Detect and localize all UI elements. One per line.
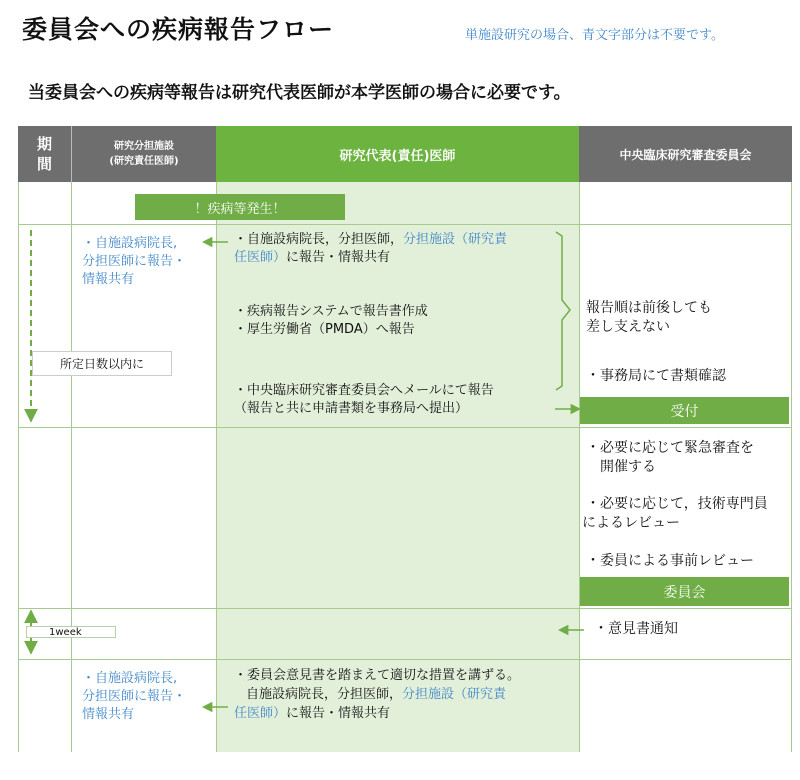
pi-final-line2 xyxy=(246,686,506,703)
crb-confirm: ・事務局にて書類確認 xyxy=(586,368,726,384)
site-final-line1: ・自施設病院長, xyxy=(82,671,178,686)
accept-bar: 受付 xyxy=(580,397,789,424)
header-site-line2: (研究責任医師) xyxy=(109,156,179,167)
pi-step1-line2 xyxy=(234,249,390,266)
site-step1-line3: 情報共有 xyxy=(82,272,135,287)
week-label-box: 1week xyxy=(26,626,116,638)
pi-final-line3 xyxy=(234,705,390,722)
pi-step1-text-b: 分担施設（研究責 xyxy=(403,232,508,247)
crb-order-line1: 報告順は前後しても xyxy=(586,300,712,316)
event-start-box: ！疾病等発生！ xyxy=(135,194,345,220)
period-label-box: 所定日数以内に xyxy=(32,351,172,376)
site-final-line3: 情報共有 xyxy=(82,707,135,722)
pi-step2-line1: ・疾病報告システムで報告書作成 xyxy=(234,304,428,319)
crb-opinion: ・意見書通知 xyxy=(594,621,678,637)
site-final-line2: 分担医師に報告・ xyxy=(82,689,187,704)
crb-prereview: ・委員による事前レビュー xyxy=(586,553,754,569)
header-period-line2: 間 xyxy=(36,155,52,173)
pi-step1-text-c: 任医師） xyxy=(234,250,287,265)
header-site-line1: 研究分担施設 xyxy=(113,141,174,152)
page-title: 委員会への疾病報告フロー xyxy=(22,15,335,44)
pi-step2-line2: ・厚生労働省（PMDA）へ報告 xyxy=(234,322,415,337)
pi-final-text-b: 分担施設（研究責 xyxy=(402,687,507,702)
crb-expert-line1: ・必要に応じて，技術専門員 xyxy=(586,496,768,512)
pi-final-text-d: に報告・情報共有 xyxy=(286,706,391,721)
header-review-board: 中央臨床研究審査委員会 xyxy=(579,126,792,182)
single-site-note: 単施設研究の場合、青文字部分は不要です。 xyxy=(465,28,724,43)
pi-step1-text-d: に報告・情報共有 xyxy=(286,250,391,265)
crb-urgent-line1: ・必要に応じて緊急審査を xyxy=(586,440,754,456)
header-principal-investigator: 研究代表(責任)医師 xyxy=(216,126,579,182)
crb-order-line2: 差し支えない xyxy=(586,319,670,335)
pi-step3-line1: ・中央臨床研究審査委員会へメールにて報告 xyxy=(234,383,494,398)
site-step1-line2: 分担医師に報告・ xyxy=(82,254,187,269)
pi-step3-line2: （報告と共に申請書類を事務局へ提出） xyxy=(234,401,469,416)
header-period-line1: 期 xyxy=(36,135,52,153)
site-step1-line1: ・自施設病院長, xyxy=(82,236,178,251)
pi-step1-line1 xyxy=(234,231,507,248)
pi-step1-text-a: ・自施設病院長，分担医師， xyxy=(234,232,404,247)
crb-urgent-line2: 開催する xyxy=(600,459,656,475)
pi-final-line1: ・委員会意見書を踏まえて適切な措置を講ずる。 xyxy=(234,668,521,683)
crb-expert-line2: によるレビュー xyxy=(582,515,680,531)
committee-bar: 委員会 xyxy=(580,577,789,606)
page-subtitle: 当委員会への疾病等報告は研究代表医師が本学医師の場合に必要です。 xyxy=(28,83,571,103)
pi-final-text-a: 自施設病院長，分担医師， xyxy=(246,687,403,702)
order-bracket xyxy=(556,232,570,390)
pi-final-text-c: 任医師） xyxy=(234,706,287,721)
